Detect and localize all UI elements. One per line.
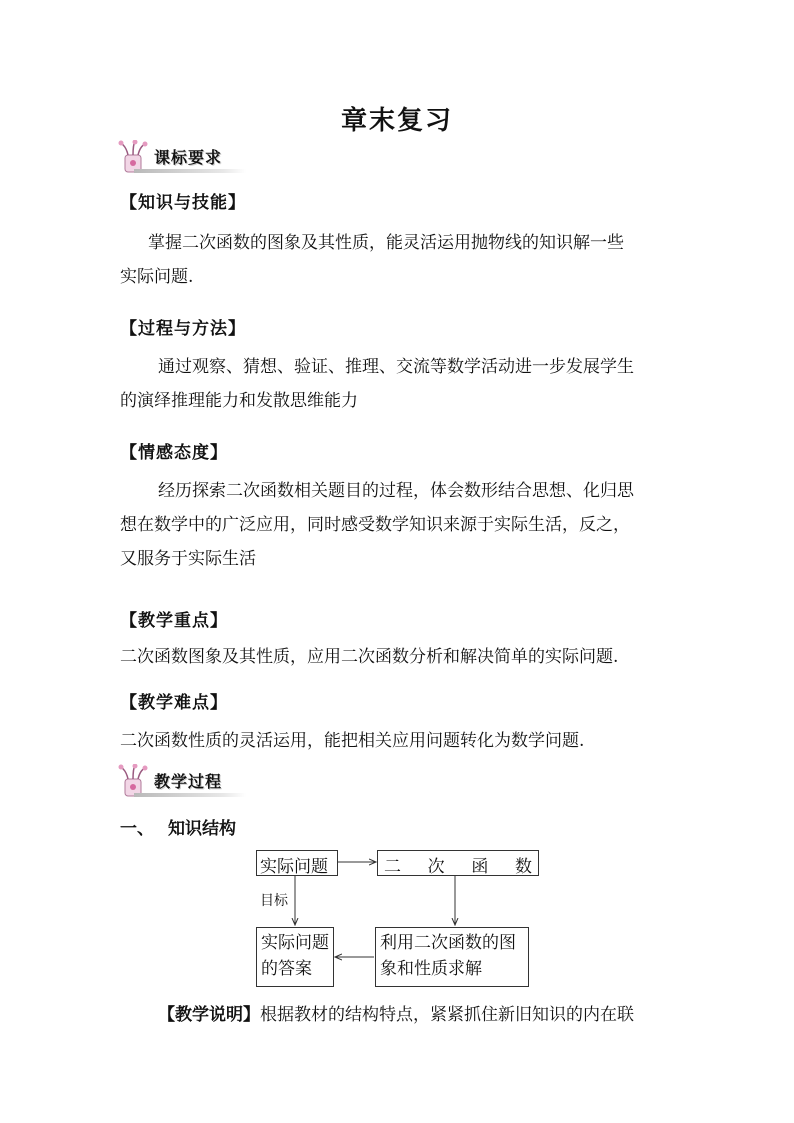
banner-label: 课标要求 bbox=[154, 148, 223, 167]
page-title: 章末复习 bbox=[340, 106, 453, 136]
heading-difficult-point: 【教学难点】 bbox=[120, 693, 228, 713]
text-line: 的演绎推理能力和发散思维能力 bbox=[120, 391, 358, 411]
section-title: 知识结构 bbox=[168, 819, 236, 839]
heading-method: 【过程与方法】 bbox=[120, 319, 246, 339]
text-line: 实际问题. bbox=[120, 267, 194, 287]
box-text: 的答案 bbox=[261, 959, 312, 979]
box-practical-problem bbox=[256, 850, 338, 876]
heading-emotion: 【情感态度】 bbox=[120, 443, 228, 463]
text-line: 二次函数图象及其性质，应用二次函数分析和解决简单的实际问题. bbox=[120, 647, 619, 667]
teaching-note bbox=[158, 1000, 634, 1025]
text-line: 通过观察、猜想、验证、推理、交流等数学活动进一步发展学生 bbox=[158, 357, 634, 377]
text-line: 二次函数性质的灵活运用，能把相关应用问题转化为数学问题. bbox=[120, 731, 585, 751]
text-line: 掌握二次函数的图象及其性质，能灵活运用抛物线的知识解一些 bbox=[148, 233, 624, 253]
heading-key-point: 【教学重点】 bbox=[120, 611, 228, 631]
box-text: 利用二次函数的图 bbox=[380, 933, 516, 953]
box-char: 函 bbox=[471, 857, 489, 877]
target-label: 目标 bbox=[260, 893, 288, 909]
banner-label: 教学过程 bbox=[154, 772, 223, 791]
box-quadratic-function bbox=[377, 850, 539, 876]
box-text: 实际问题 bbox=[260, 857, 328, 877]
note-label: 【教学说明】 bbox=[158, 1005, 260, 1025]
box-answer bbox=[256, 927, 334, 987]
box-char: 数 bbox=[514, 857, 532, 877]
text-line: 又服务于实际生活 bbox=[120, 549, 256, 569]
note-text: 根据教材的结构特点，紧紧抓住新旧知识的内在联 bbox=[260, 1005, 634, 1025]
heading-knowledge: 【知识与技能】 bbox=[120, 193, 246, 213]
box-text: 实际问题 bbox=[261, 933, 329, 953]
box-text: 象和性质求解 bbox=[380, 959, 482, 979]
section-number: 一、 bbox=[120, 819, 154, 839]
text-line: 经历探索二次函数相关题目的过程，体会数形结合思想、化归思 bbox=[158, 481, 634, 501]
box-solve-with-function bbox=[375, 927, 529, 987]
text-line: 想在数学中的广泛应用，同时感受数学知识来源于实际生活，反之， bbox=[120, 515, 630, 535]
box-char: 次 bbox=[427, 857, 445, 877]
box-char: 二 bbox=[384, 857, 401, 877]
